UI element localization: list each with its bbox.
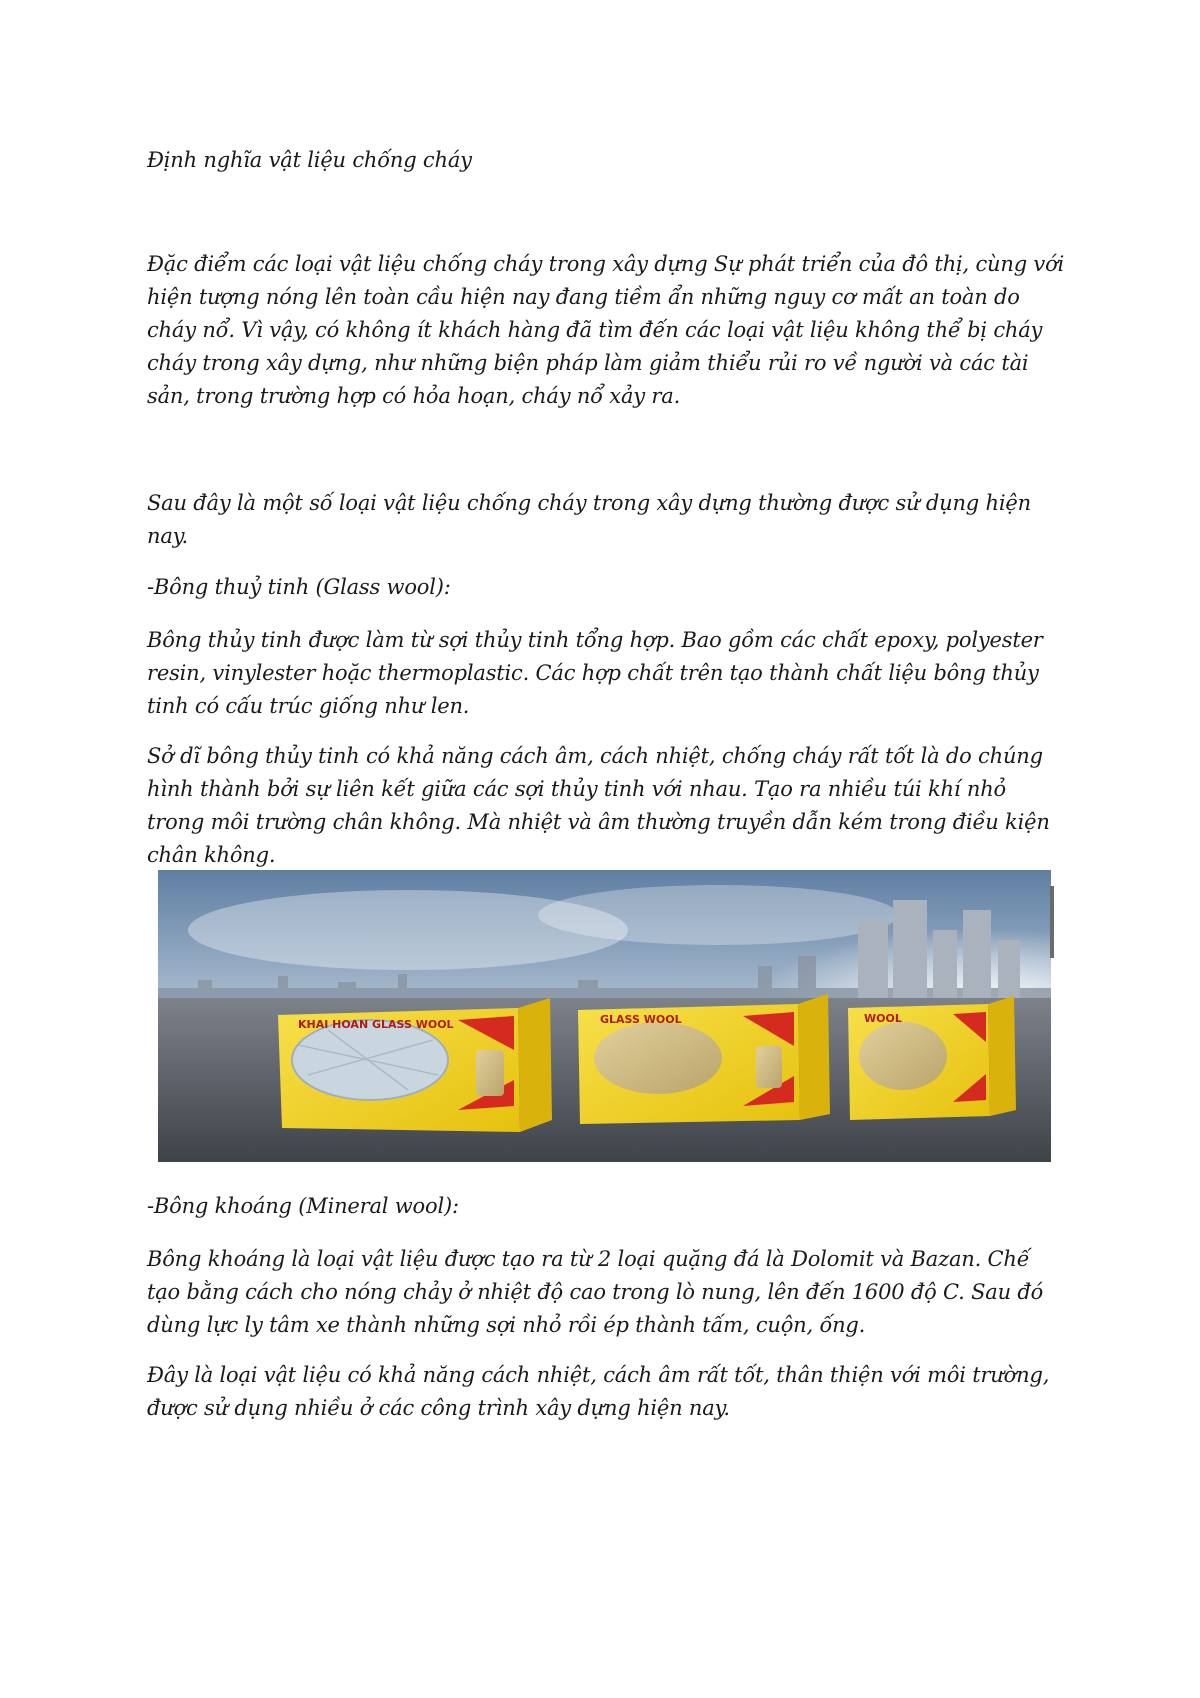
mineral-wool-paragraph-1: Bông khoáng là loại vật liệu được tạo ra từ 2 loại quặng đá là Dolomit và Bazan. Chế tạo bằng cách cho nóng chảy ở nhiệt độ cao trong lò nung, lên đến 1600 độ C. Sau đó dùng lực ly tâm xe thành những sợi nhỏ rồi ép thành tấm, cuộn, ống. <box>147 1247 1044 1337</box>
glass-wool-paragraph-2: Sở dĩ bông thủy tinh có khả năng cách âm, cách nhiệt, chống cháy rất tốt là do chúng hình thành bởi sự liên kết giữa các sợi thủy tinh với nhau. Tạo ra nhiều túi khí nhỏ trong môi trường chân không. Mà nhiệt và âm thường truyền dẫn kém trong điều kiện chân không. <box>147 744 1050 867</box>
glass-wool-box-1 <box>278 998 552 1132</box>
box-2-label: GLASS WOOL <box>600 1013 682 1026</box>
document-title: Định nghĩa vật liệu chống cháy <box>147 148 472 172</box>
mineral-wool-heading: -Bông khoáng (Mineral wool): <box>147 1194 459 1218</box>
glass-wool-heading: -Bông thuỷ tinh (Glass wool): <box>147 575 451 599</box>
glass-wool-product-photo <box>158 870 1051 1162</box>
mineral-wool-paragraph-2: Đây là loại vật liệu có khả năng cách nhiệt, cách âm rất tốt, thân thiện với môi trường, được sử dụng nhiều ở các công trình xây dựng hiện nay. <box>147 1363 1050 1420</box>
box-3-label: WOOL <box>864 1012 902 1025</box>
intro-paragraph: Đặc điểm các loại vật liệu chống cháy trong xây dựng Sự phát triển của đô thị, cùng với hiện tượng nóng lên toàn cầu hiện nay đang tiềm ẩn những nguy cơ mất an toàn do cháy nổ. Vì vậy, có không ít khách hàng đã tìm đến các loại vật liệu không thể bị cháy cháy trong xây dựng, như những biện pháp làm giảm thiểu rủi ro về người và các tài sản, trong trường hợp có hỏa hoạn, cháy nổ xảy ra. <box>147 252 1065 408</box>
glass-wool-paragraph-1: Bông thủy tinh được làm từ sợi thủy tinh tổng hợp. Bao gồm các chất epoxy, polyester resin, vinylester hoặc thermoplastic. Các hợp chất trên tạo thành chất liệu bông thủy tinh có cấu trúc giống như len. <box>147 628 1043 718</box>
glass-wool-box-2 <box>578 994 830 1124</box>
glass-wool-box-3 <box>848 996 1016 1120</box>
box-1-label: KHAI HOAN GLASS WOOL <box>298 1018 454 1031</box>
list-intro-paragraph: Sau đây là một số loại vật liệu chống cháy trong xây dựng thường được sử dụng hiện nay. <box>147 491 1031 548</box>
image-edge-marker <box>1050 886 1054 958</box>
